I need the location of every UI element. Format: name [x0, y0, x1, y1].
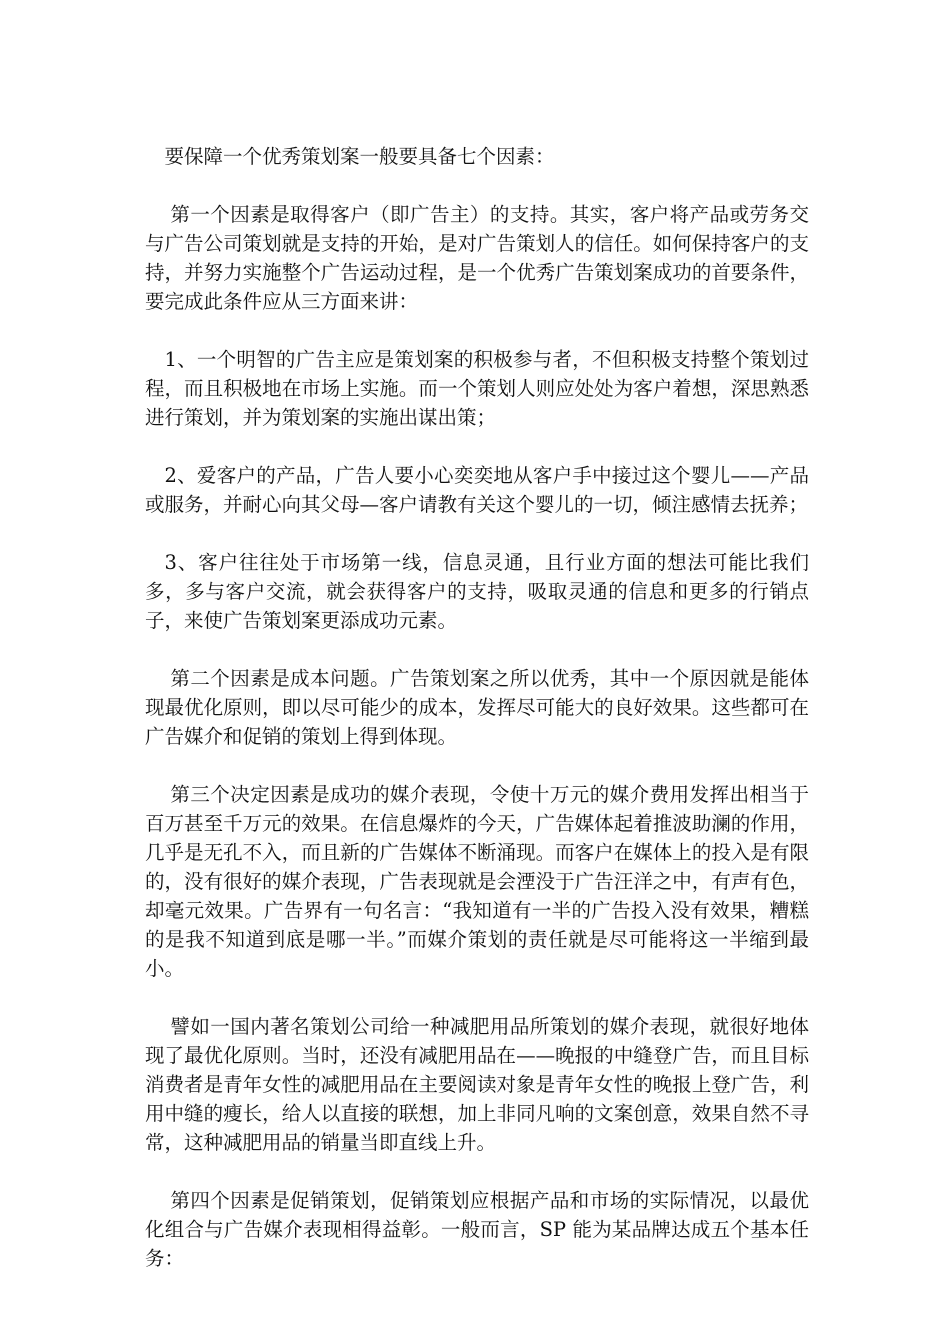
list-item-3: 3、客户往往处于市场第一线，信息灵通，且行业方面的想法可能比我们多，多与客户交流，就会获得客户的支持，吸取灵通的信息和更多的行销点子，来使广告策划案更添成功元素。 [145, 551, 809, 632]
list-item-1: 1、一个明智的广告主应是策划案的积极参与者，不但积极支持整个策划过程，而且积极地在市场上实施。而一个策划人则应处处为客户着想，深思熟悉进行策划，并为策划案的实施出谋出策； [145, 348, 809, 429]
factor-three-paragraph: 第三个决定因素是成功的媒介表现，令使十万元的媒介费用发挥出相当于百万甚至千万元的效果。在信息爆炸的今天，广告媒体起着推波助澜的作用，几乎是无孔不入，而且新的广告媒体不断涌现。而客户在媒体上的投入是有限的，没有很好的媒介表现，广告表现就是会湮没于广告汪洋之中，有声有色，却毫元效果。广告界有一句名言：“我知道有一半的广告投入没有效果，糟糕的是我不知道到底是哪一半。”而媒介策划的责任就是尽可能将这一半缩到最小。 [145, 783, 809, 980]
example-paragraph: 譬如一国内著名策划公司给一种减肥用品所策划的媒介表现，就很好地体现了最优化原则。当时，还没有减肥用品在——晚报的中缝登广告，而且目标消费者是青年女性的减肥用品在主要阅读对象是青年女性的晚报上登广告，利用中缝的瘦长，给人以直接的联想，加上非同凡响的文案创意，效果自然不寻常，这种减肥用品的销量当即直线上升。 [145, 1015, 809, 1154]
list-item-2: 2、爱客户的产品，广告人要小心奕奕地从客户手中接过这个婴儿——产品或服务，并耐心向其父母—客户请教有关这个婴儿的一切，倾注感情去抚养； [145, 464, 809, 516]
document-body [145, 142, 809, 1302]
factor-two-paragraph: 第二个因素是成本问题。广告策划案之所以优秀，其中一个原因就是能体现最优化原则，即以尽可能少的成本，发挥尽可能大的良好效果。这些都可在广告媒介和促销的策划上得到体现。 [145, 667, 809, 748]
factor-one-paragraph: 第一个因素是取得客户（即广告主）的支持。其实，客户将产品或劳务交与广告公司策划就是支持的开始，是对广告策划人的信任。如何保持客户的支持，并努力实施整个广告运动过程，是一个优秀广告策划案成功的首要条件，要完成此条件应从三方面来讲： [145, 203, 809, 313]
factor-four-paragraph: 第四个因素是促销策划，促销策划应根据产品和市场的实际情况，以最优化组合与广告媒介表现相得益彰。一般而言，SP 能为某品牌达成五个基本任务： [145, 1189, 809, 1270]
intro-paragraph: 要保障一个优秀策划案一般要具备七个因素： [164, 145, 555, 168]
